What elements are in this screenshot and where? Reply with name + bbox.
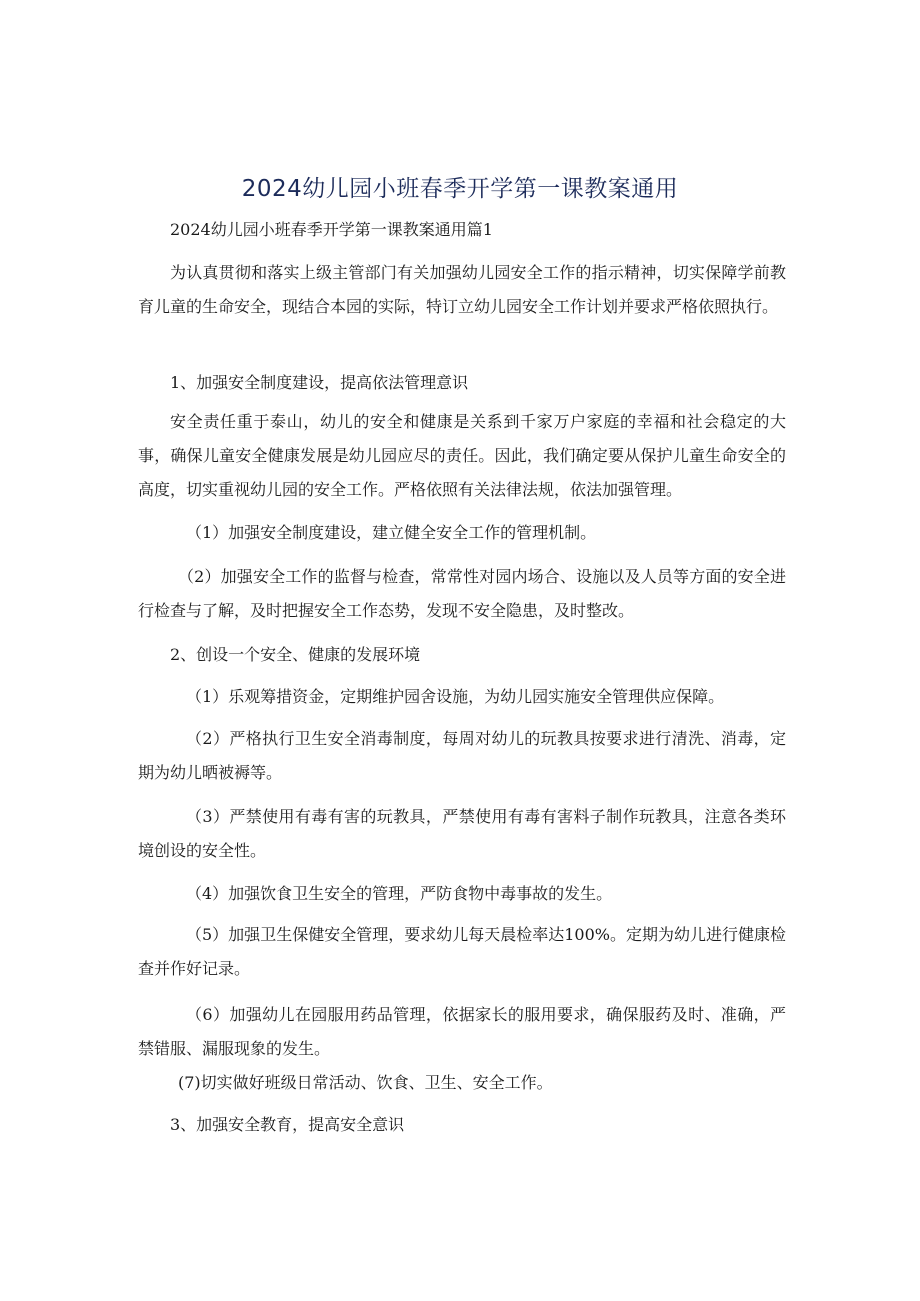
document-subtitle: 2024幼儿园小班春季开学第一课教案通用篇1 bbox=[170, 220, 493, 239]
list-item-2-5: （5）加强卫生保健安全管理，要求幼儿每天晨检率达100%。定期为幼儿进行健康检查并作好记录。 bbox=[138, 925, 786, 978]
list-item-2-6: （6）加强幼儿在园服用药品管理，依据家长的服用要求，确保服药及时、准确，严禁错服、漏服现象的发生。 bbox=[138, 1005, 786, 1058]
list-item-2-7: (7)切实做好班级日常活动、饮食、卫生、安全工作。 bbox=[178, 1073, 553, 1092]
list-item-1-1: （1）加强安全制度建设，建立健全安全工作的管理机制。 bbox=[186, 523, 597, 542]
section-heading-3: 3、加强安全教育，提高安全意识 bbox=[170, 1115, 405, 1134]
section-heading-1: 1、加强安全制度建设，提高依法管理意识 bbox=[170, 373, 469, 392]
paragraph-safety-responsibility: 安全责任重于泰山，幼儿的安全和健康是关系到千家万户家庭的幸福和社会稳定的大事，确保儿童安全健康发展是幼儿园应尽的责任。因此，我们确定要从保护儿童生命安全的高度，切实重视幼儿园的安全工作。严格依照有关法律法规，依法加强管理。 bbox=[138, 412, 786, 499]
section-heading-2: 2、创设一个安全、健康的发展环境 bbox=[170, 645, 421, 664]
list-item-2-3: （3）严禁使用有毒有害的玩教具，严禁使用有毒有害料子制作玩教具，注意各类环境创设的安全性。 bbox=[138, 807, 786, 860]
list-item-2-1: （1）乐观筹措资金，定期维护园舍设施，为幼儿园实施安全管理供应保障。 bbox=[186, 687, 725, 706]
list-item-2-4: （4）加强饮食卫生安全的管理，严防食物中毒事故的发生。 bbox=[186, 884, 613, 903]
document-title: 2024幼儿园小班春季开学第一课教案通用 bbox=[241, 176, 679, 202]
list-item-2-2: （2）严格执行卫生安全消毒制度，每周对幼儿的玩教具按要求进行清洗、消毒，定期为幼儿晒被褥等。 bbox=[138, 729, 786, 782]
list-item-1-2: （2）加强安全工作的监督与检查，常常性对园内场合、设施以及人员等方面的安全进行检查与了解，及时把握安全工作态势，发现不安全隐患，及时整改。 bbox=[138, 567, 786, 620]
paragraph-intro: 为认真贯彻和落实上级主管部门有关加强幼儿园安全工作的指示精神，切实保障学前教育儿童的生命安全，现结合本园的实际，特订立幼儿园安全工作计划并要求严格依照执行。 bbox=[138, 263, 786, 316]
